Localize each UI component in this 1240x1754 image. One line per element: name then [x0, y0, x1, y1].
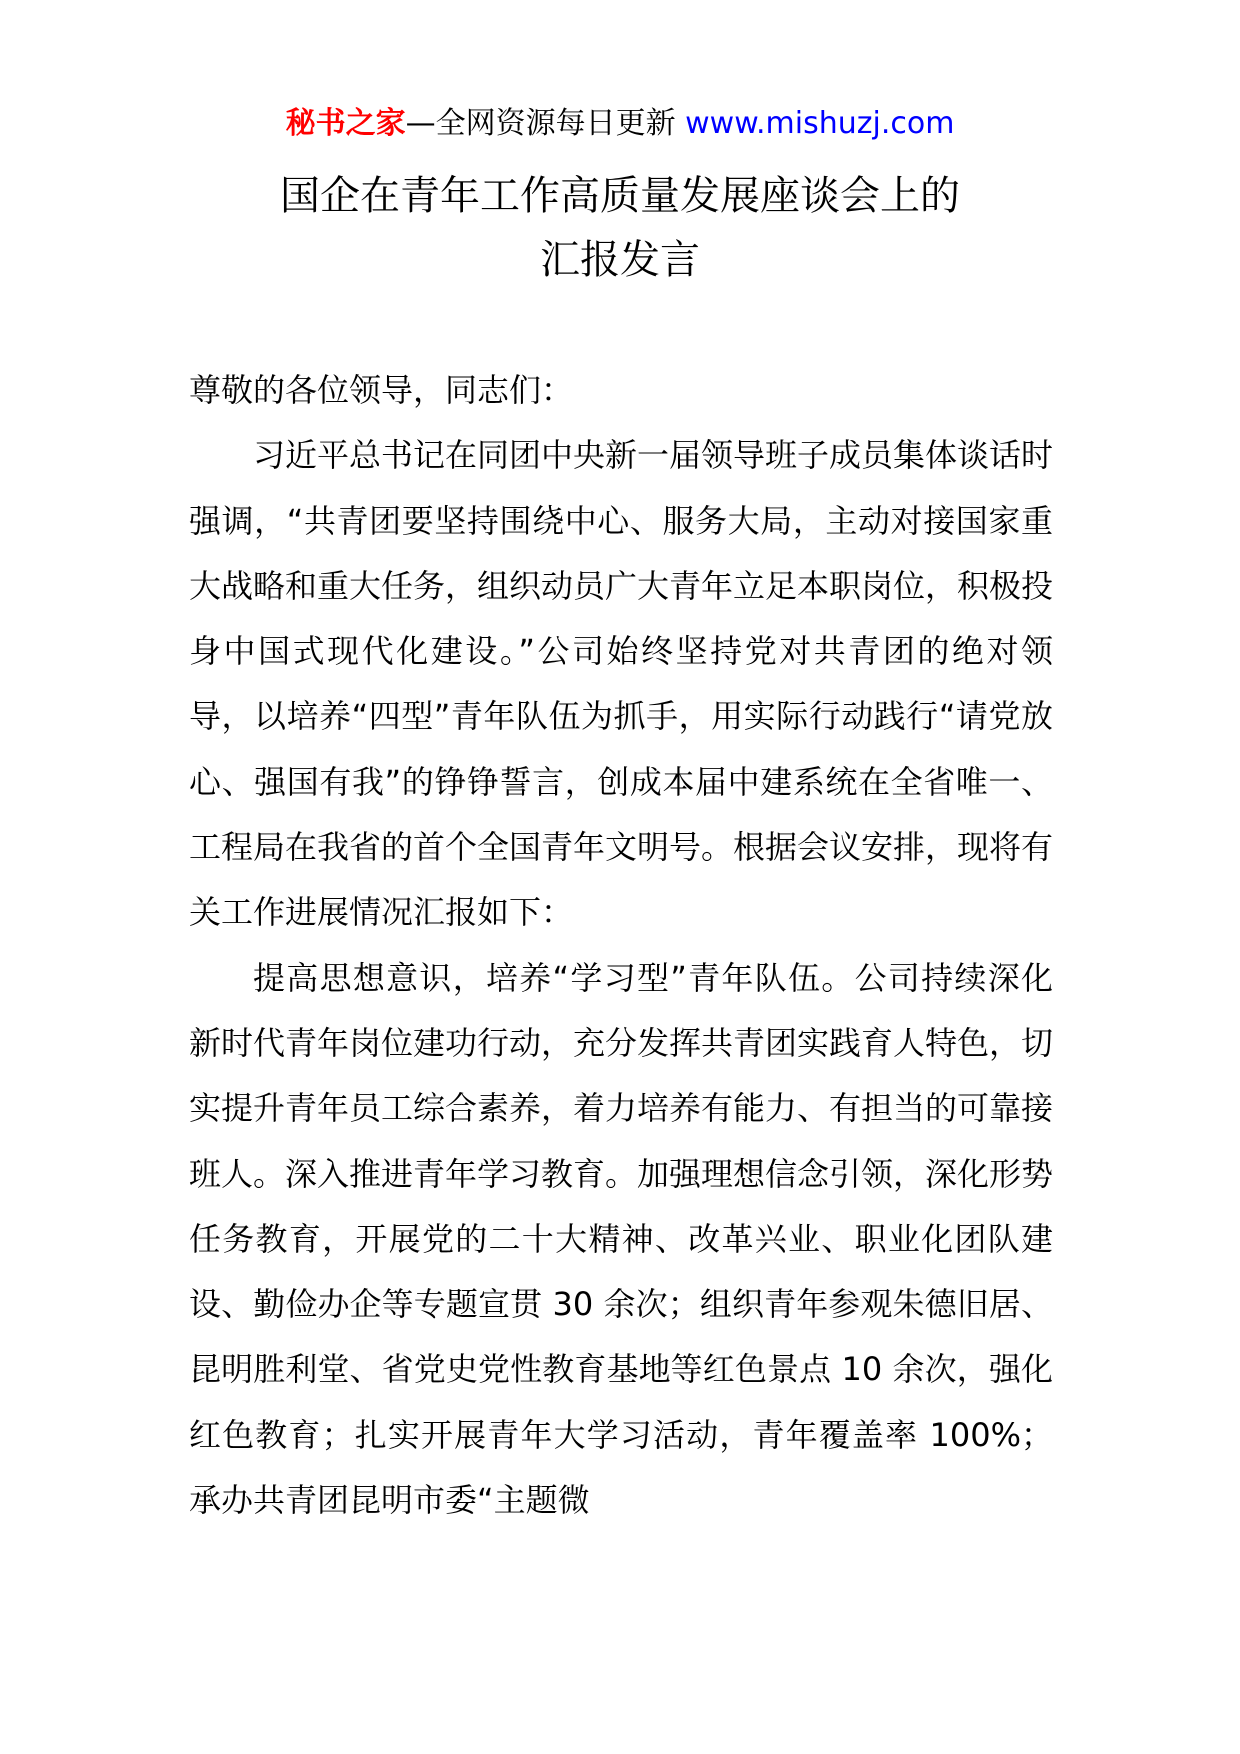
title-line-1: 国企在青年工作高质量发展座谈会上的	[280, 173, 960, 219]
header-tagline: —全网资源每日更新	[405, 106, 686, 141]
paragraph-2: 提高思想意识，培养“学习型”青年队伍。公司持续深化新时代青年岗位建功行动，充分发挥共青团实践育人特色，切实提升青年员工综合素养，着力培养有能力、有担当的可靠接班人。深入推进青年学习教育。加强理想信念引领，深化形势任务教育，开展党的二十大精神、改革兴业、职业化团队建设、勤俭办企等专题宣贯 30 余次；组织青年参观朱德旧居、昆明胜利堂、省党史党性教育基地等红色景点 10 余次，强化红色教育；扎实开展青年大学习活动，青年覆盖率 100%；承办共青团昆明市委“主题微	[189, 958, 1054, 1520]
brand-name: 秘书之家	[285, 106, 406, 141]
title-line-2: 汇报发言	[540, 237, 700, 283]
site-header	[0, 102, 1240, 146]
document-body	[189, 358, 1053, 1533]
site-url-link[interactable]: www.mishuzj.com	[685, 106, 955, 141]
document-title	[0, 164, 1240, 292]
salutation: 尊敬的各位领导，同志们：	[189, 371, 574, 409]
paragraph-1: 习近平总书记在同团中央新一届领导班子成员集体谈话时强调，“共青团要坚持围绕中心、服务大局，主动对接国家重大战略和重大任务，组织动员广大青年立足本职岗位，积极投身中国式现代化建设。”公司始终坚持党对共青团的绝对领导，以培养“四型”青年队伍为抓手，用实际行动践行“请党放心、强国有我”的铮铮誓言，创成本届中建系统在全省唯一、工程局在我省的首个全国青年文明号。根据会议安排，现将有关工作进展情况汇报如下：	[189, 436, 1054, 932]
